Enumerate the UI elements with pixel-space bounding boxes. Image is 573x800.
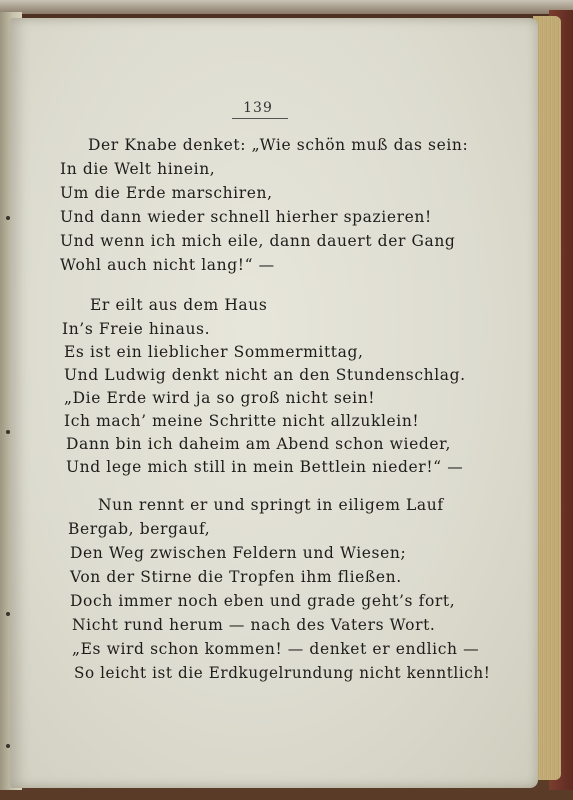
poem-line: Doch immer noch eben und grade geht’s fort,	[70, 592, 456, 610]
poem-line: Nicht rund herum — nach des Vaters Wort.	[72, 616, 436, 634]
poem-line: Den Weg zwischen Feldern und Wiesen;	[70, 544, 407, 562]
poem-line: So leicht ist die Erdkugelrundung nicht kenntlich!	[74, 664, 491, 682]
poem	[10, 18, 538, 788]
binding-hole	[6, 612, 10, 616]
poem-line: „Die Erde wird ja so groß nicht sein!	[64, 389, 376, 407]
poem-line: In die Welt hinein,	[60, 160, 216, 178]
poem-line: Von der Stirne die Tropfen ihm fließen.	[70, 568, 402, 586]
poem-line: Ich mach’ meine Schritte nicht allzuklein!	[64, 412, 420, 430]
binding-hole	[6, 216, 10, 220]
poem-line: Er eilt aus dem Haus	[90, 296, 268, 314]
poem-line: Dann bin ich daheim am Abend schon wieder,	[66, 435, 451, 453]
binding-hole	[6, 430, 10, 434]
poem-line: Es ist ein lieblicher Sommermittag,	[64, 343, 364, 361]
page-number: 139	[243, 100, 273, 116]
poem-line: Nun rennt er und springt in eiligem Lauf	[98, 496, 444, 514]
poem-line: Und wenn ich mich eile, dann dauert der Gang	[60, 232, 456, 250]
poem-line: Und lege mich still in mein Bettlein nieder!“ —	[66, 458, 464, 476]
binding-hole	[6, 744, 10, 748]
poem-line: Und Ludwig denkt nicht an den Stundenschlag.	[64, 366, 466, 384]
poem-line: Wohl auch nicht lang!“ —	[60, 256, 275, 274]
book-page	[10, 18, 538, 788]
background-strip	[0, 0, 573, 14]
poem-line: Und dann wieder schnell hierher spazieren!	[60, 208, 432, 226]
poem-line: „Es wird schon kommen! — denket er endlich —	[72, 640, 480, 658]
poem-line: Bergab, bergauf,	[68, 520, 211, 538]
poem-line: Der Knabe denket: „Wie schön muß das sein:	[88, 136, 469, 154]
poem-line: In’s Freie hinaus.	[62, 320, 211, 338]
poem-line: Um die Erde marschiren,	[60, 184, 273, 202]
